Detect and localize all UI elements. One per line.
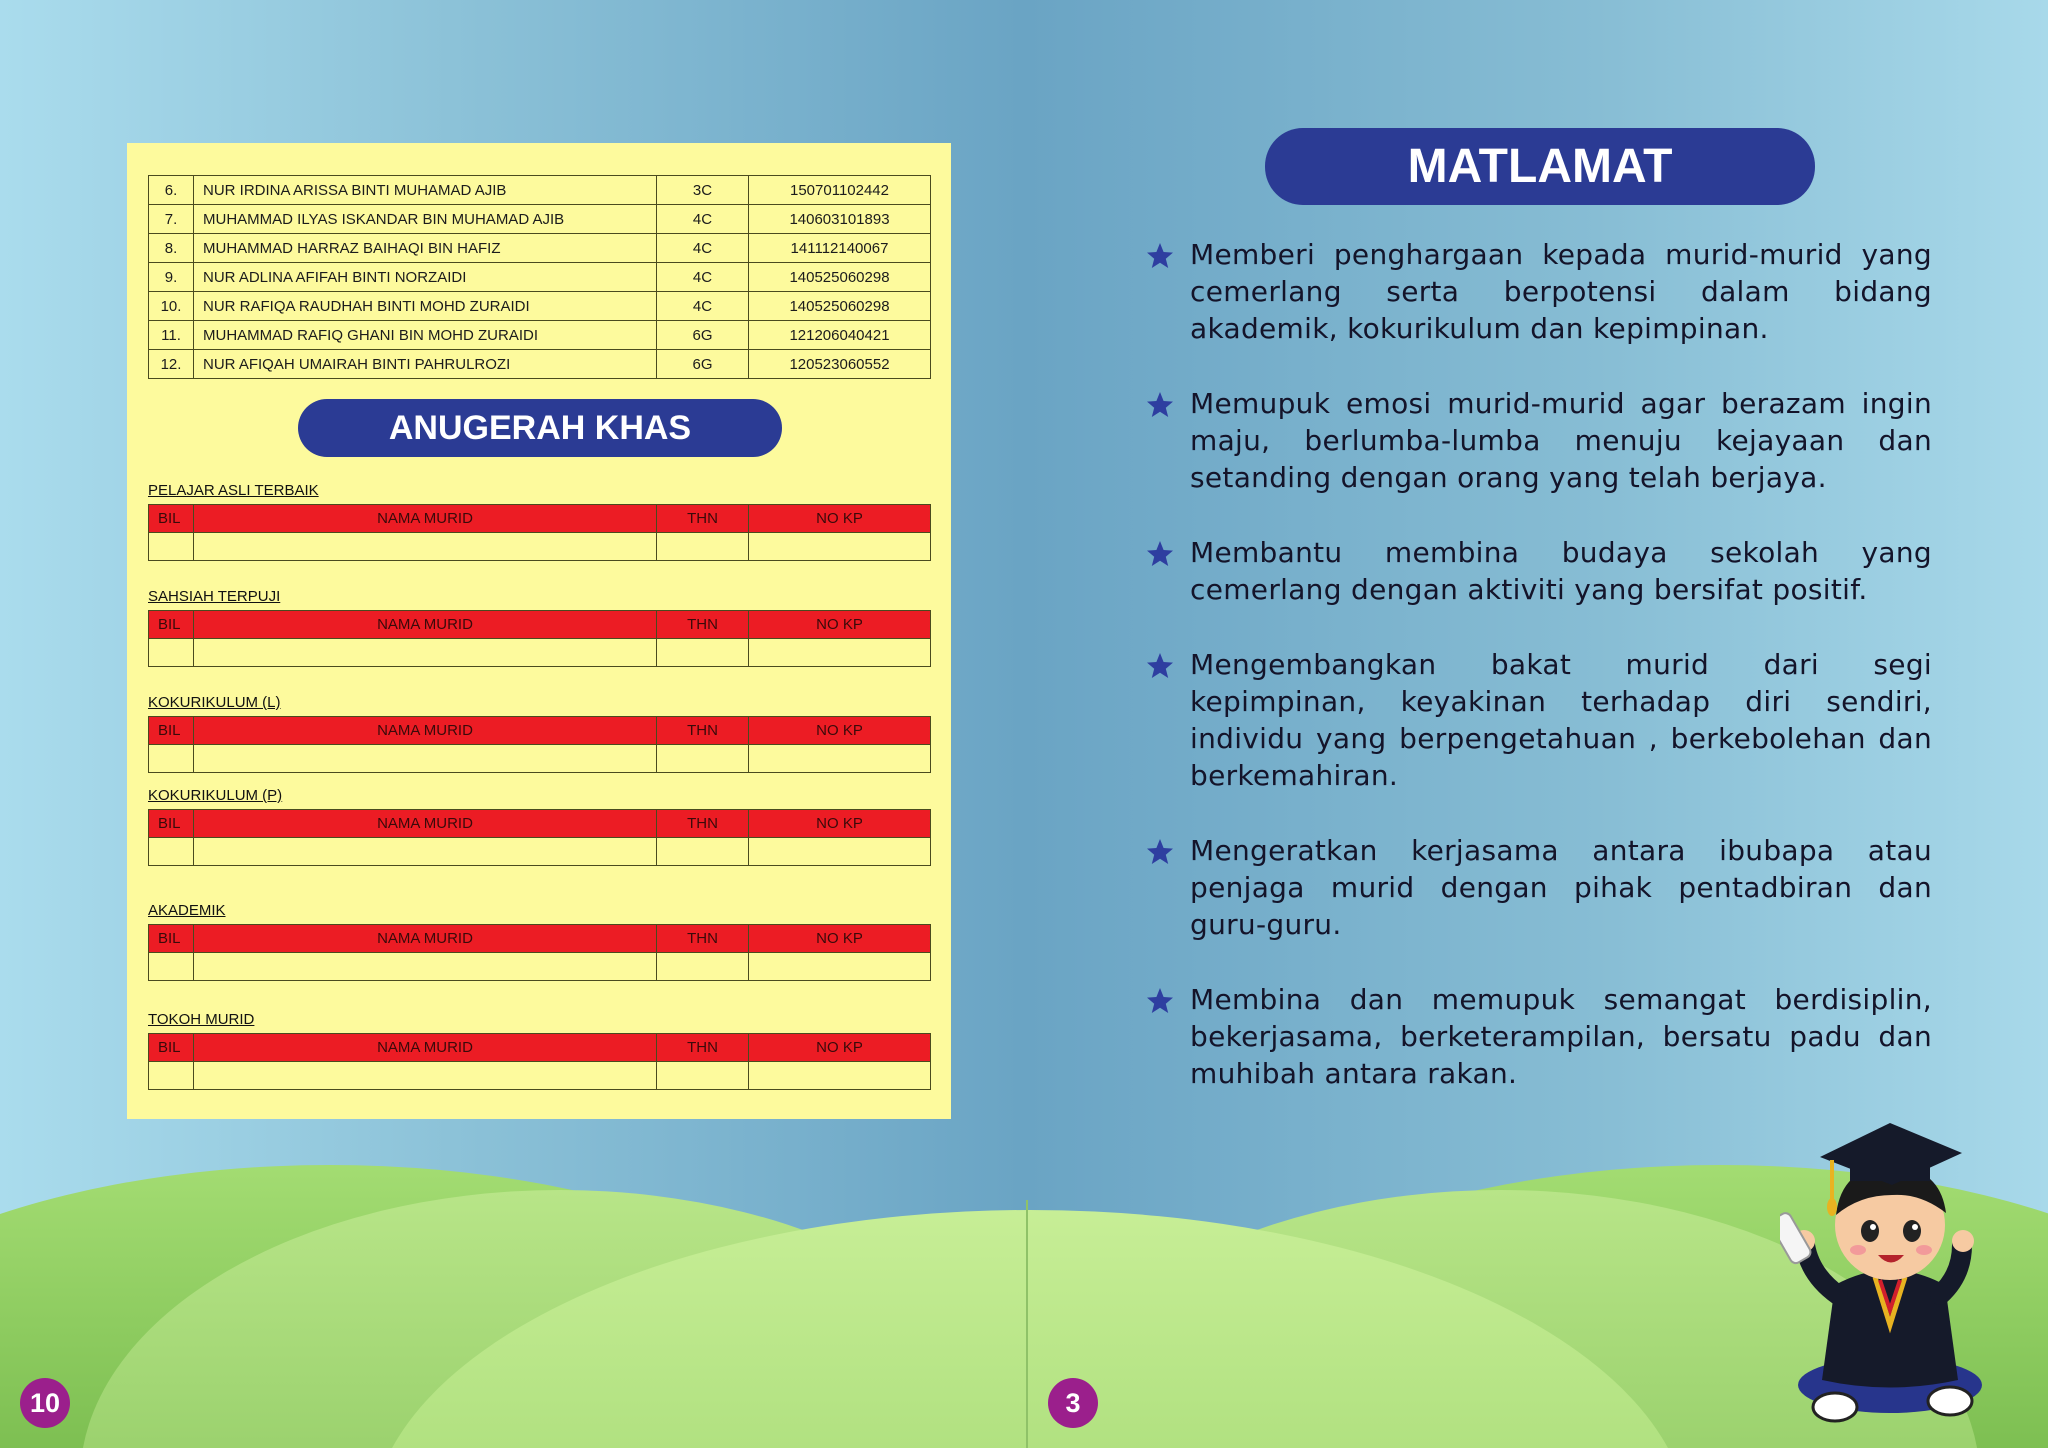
header-kp: NO KP [749, 505, 931, 533]
header-thn: THN [657, 611, 749, 639]
cell-thn: 4C [657, 292, 749, 321]
header-thn: THN [657, 810, 749, 838]
empty-cell [749, 953, 931, 981]
header-nama: NAMA MURID [194, 717, 657, 745]
cell-bil: 10. [149, 292, 194, 321]
header-bil: BIL [149, 810, 194, 838]
empty-cell [749, 745, 931, 773]
header-thn: THN [657, 505, 749, 533]
cell-nama: NUR RAFIQA RAUDHAH BINTI MOHD ZURAIDI [194, 292, 657, 321]
cell-bil: 9. [149, 263, 194, 292]
cell-kp: 121206040421 [749, 321, 931, 350]
empty-cell [194, 838, 657, 866]
header-nama: NAMA MURID [194, 611, 657, 639]
award-table-header [149, 925, 931, 953]
cell-thn: 3C [657, 176, 749, 205]
header-nama: NAMA MURID [194, 1034, 657, 1062]
goal-item [1140, 385, 1932, 496]
goal-text: Membina dan memupuk semangat berdisiplin, bekerjasama, berketerampilan, bersatu padu dan muhibah antara rakan. [1190, 983, 1932, 1090]
cell-kp: 150701102442 [749, 176, 931, 205]
student-row [149, 234, 931, 263]
student-row [149, 321, 931, 350]
header-bil: BIL [149, 505, 194, 533]
empty-cell [194, 745, 657, 773]
award-category-label: PELAJAR ASLI TERBAIK [148, 482, 319, 499]
student-row [149, 292, 931, 321]
star-icon [1146, 987, 1174, 1015]
student-row [149, 205, 931, 234]
empty-cell [149, 745, 194, 773]
empty-cell [194, 1062, 657, 1090]
header-bil: BIL [149, 925, 194, 953]
award-category-label: SAHSIAH TERPUJI [148, 588, 281, 605]
cell-nama: NUR IRDINA ARISSA BINTI MUHAMAD AJIB [194, 176, 657, 205]
award-table-empty-row [149, 838, 931, 866]
goal-item [1140, 646, 1932, 794]
award-table-header [149, 1034, 931, 1062]
award-table-empty-row [149, 639, 931, 667]
empty-cell [657, 639, 749, 667]
goal-item [1140, 236, 1932, 347]
header-bil: BIL [149, 1034, 194, 1062]
cell-nama: MUHAMMAD HARRAZ BAIHAQI BIN HAFIZ [194, 234, 657, 263]
award-table [148, 1033, 931, 1090]
award-table-empty-row [149, 1062, 931, 1090]
empty-cell [149, 838, 194, 866]
special-award-title: ANUGERAH KHAS [298, 399, 782, 457]
empty-cell [194, 639, 657, 667]
star-icon [1146, 838, 1174, 866]
graduate-boy-illustration [1780, 1095, 1990, 1425]
goals-title: MATLAMAT [1265, 128, 1815, 205]
page-number-right: 3 [1048, 1378, 1098, 1428]
cell-bil: 7. [149, 205, 194, 234]
header-nama: NAMA MURID [194, 505, 657, 533]
cell-nama: NUR AFIQAH UMAIRAH BINTI PAHRULROZI [194, 350, 657, 379]
award-table-header [149, 611, 931, 639]
goal-text: Mengeratkan kerjasama antara ibubapa atau penjaga murid dengan pihak pentadbiran dan guru-guru. [1190, 834, 1932, 941]
award-table-header [149, 505, 931, 533]
award-table [148, 504, 931, 561]
cell-nama: NUR ADLINA AFIFAH BINTI NORZAIDI [194, 263, 657, 292]
header-bil: BIL [149, 611, 194, 639]
cell-thn: 6G [657, 350, 749, 379]
cell-kp: 141112140067 [749, 234, 931, 263]
goal-item [1140, 534, 1932, 608]
star-icon [1146, 242, 1174, 270]
empty-cell [657, 533, 749, 561]
header-kp: NO KP [749, 717, 931, 745]
goal-item [1140, 832, 1932, 943]
award-table-header [149, 717, 931, 745]
header-bil: BIL [149, 717, 194, 745]
empty-cell [194, 533, 657, 561]
award-table-empty-row [149, 953, 931, 981]
empty-cell [149, 639, 194, 667]
cell-kp: 140603101893 [749, 205, 931, 234]
cell-nama: MUHAMMAD RAFIQ GHANI BIN MOHD ZURAIDI [194, 321, 657, 350]
header-kp: NO KP [749, 1034, 931, 1062]
star-icon [1146, 391, 1174, 419]
award-category-label: KOKURIKULUM (L) [148, 694, 281, 711]
student-list-table [148, 175, 931, 379]
award-table [148, 809, 931, 866]
cell-bil: 6. [149, 176, 194, 205]
award-table-header [149, 810, 931, 838]
goal-item [1140, 981, 1932, 1092]
award-table [148, 610, 931, 667]
empty-cell [749, 533, 931, 561]
empty-cell [749, 838, 931, 866]
student-row [149, 176, 931, 205]
award-table-empty-row [149, 745, 931, 773]
award-table-empty-row [149, 533, 931, 561]
header-nama: NAMA MURID [194, 925, 657, 953]
header-thn: THN [657, 1034, 749, 1062]
award-category-label: AKADEMIK [148, 902, 226, 919]
header-nama: NAMA MURID [194, 810, 657, 838]
goals-list [1140, 236, 1932, 1130]
empty-cell [749, 639, 931, 667]
cell-nama: MUHAMMAD ILYAS ISKANDAR BIN MUHAMAD AJIB [194, 205, 657, 234]
cell-thn: 4C [657, 234, 749, 263]
header-kp: NO KP [749, 810, 931, 838]
award-table [148, 924, 931, 981]
empty-cell [657, 953, 749, 981]
header-kp: NO KP [749, 611, 931, 639]
star-icon [1146, 652, 1174, 680]
goal-text: Memberi penghargaan kepada murid-murid yang cemerlang serta berpotensi dalam bidang akademik, kokurikulum dan kepimpinan. [1190, 238, 1932, 345]
award-category-label: TOKOH MURID [148, 1011, 255, 1028]
empty-cell [657, 838, 749, 866]
goal-text: Memupuk emosi murid-murid agar berazam ingin maju, berlumba-lumba menuju kejayaan dan setanding dengan orang yang telah berjaya. [1190, 387, 1932, 494]
goal-text: Membantu membina budaya sekolah yang cemerlang dengan aktiviti yang bersifat positif. [1190, 536, 1932, 606]
cell-bil: 11. [149, 321, 194, 350]
award-table [148, 716, 931, 773]
cell-thn: 4C [657, 205, 749, 234]
empty-cell [749, 1062, 931, 1090]
page-number-left: 10 [20, 1378, 70, 1428]
cell-kp: 140525060298 [749, 292, 931, 321]
empty-cell [149, 953, 194, 981]
empty-cell [657, 745, 749, 773]
cell-thn: 6G [657, 321, 749, 350]
header-thn: THN [657, 925, 749, 953]
cell-kp: 140525060298 [749, 263, 931, 292]
empty-cell [194, 953, 657, 981]
cell-bil: 8. [149, 234, 194, 263]
award-category-label: KOKURIKULUM (P) [148, 787, 283, 804]
header-thn: THN [657, 717, 749, 745]
star-icon [1146, 540, 1174, 568]
empty-cell [149, 533, 194, 561]
cell-thn: 4C [657, 263, 749, 292]
empty-cell [149, 1062, 194, 1090]
student-row [149, 263, 931, 292]
header-kp: NO KP [749, 925, 931, 953]
student-row [149, 350, 931, 379]
empty-cell [657, 1062, 749, 1090]
cell-kp: 120523060552 [749, 350, 931, 379]
award-list-panel [127, 143, 951, 1119]
goal-text: Mengembangkan bakat murid dari segi kepimpinan, keyakinan terhadap diri sendiri, individu yang berpengetahuan , berkebolehan dan berkemahiran. [1190, 648, 1932, 792]
cell-bil: 12. [149, 350, 194, 379]
